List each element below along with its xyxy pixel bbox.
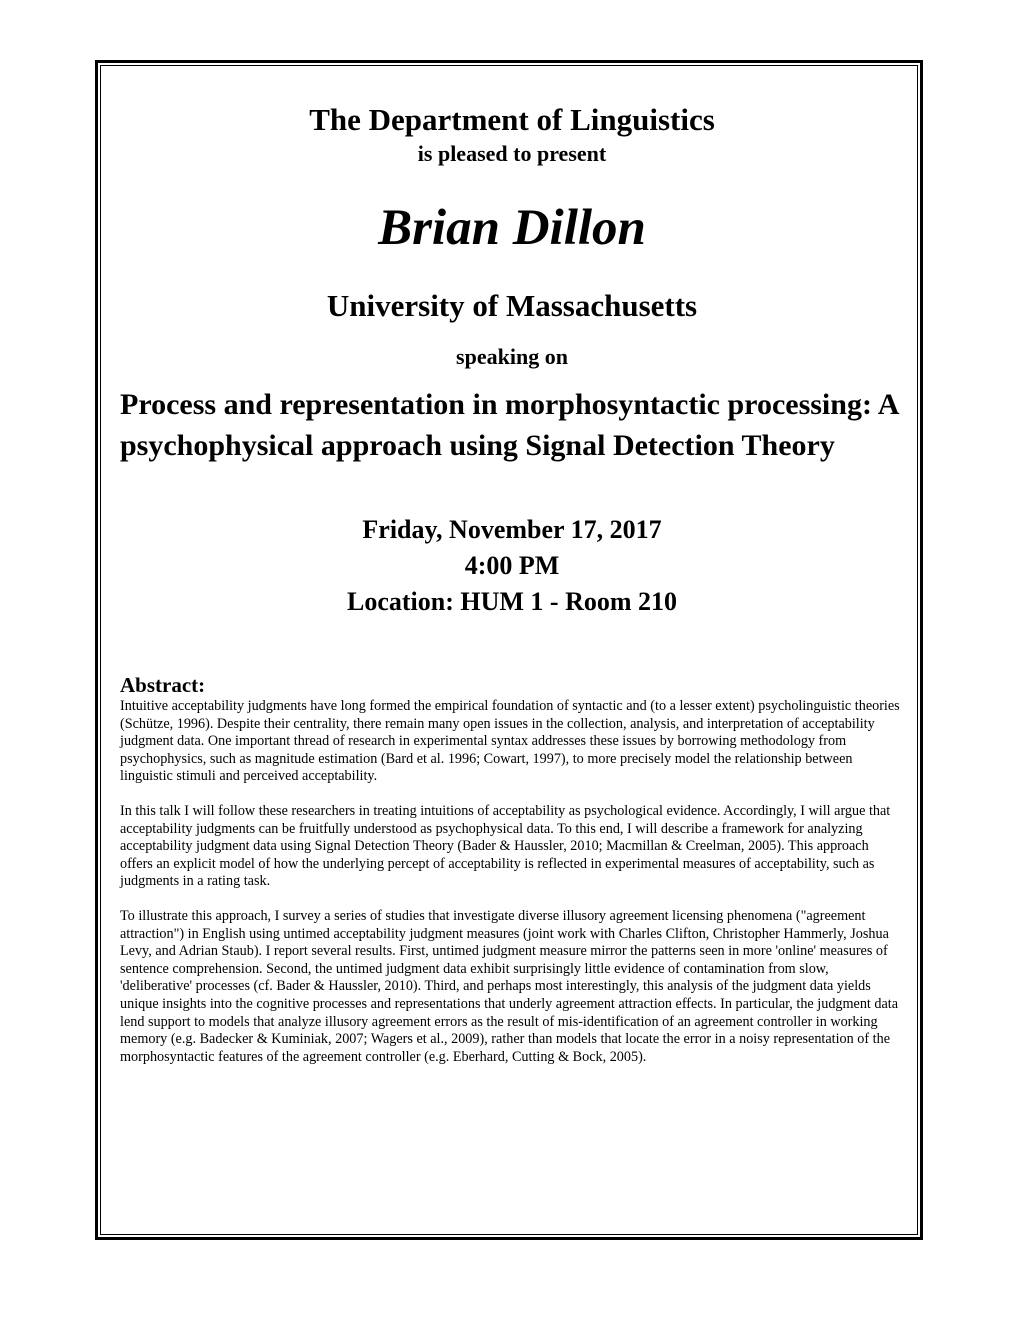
event-date: Friday, November 17, 2017 <box>362 515 662 544</box>
abstract-paragraph: In this talk I will follow these researchers in treating intuitions of acceptability as psychological evidence. Accordingly, I will argue that acceptability judgments can be fruitfully understood as psychophysical data. To this end, I will describe a framework for analyzing acceptability judgment data using Signal Detection Theory (Bader & Haussler, 2010; Macmillan & Creelman, 2005). This approach offers an explicit model of how the underlying percept of acceptability is reflected in experimental measures of acceptability, such as judgments in a rating task. <box>120 802 891 890</box>
speaker-affiliation: University of Massachusetts <box>326 288 698 323</box>
abstract-paragraph: To illustrate this approach, I survey a series of studies that investigate diverse illusory agreement licensing phenomena ("agreement attraction") in English using untimed acceptability judgment measures (joint work with Charles Clifton, Christopher Hammerly, Joshua Levy, and Adrian Staub). I report several results. First, untimed judgment measure mirror the patterns seen in more 'online' measures of sentence comprehension. Second, the untimed judgment data exhibit surprisingly little evidence of contamination from slow, 'deliberative' processes (cf. Bader & Haussler, 2010). Third, and perhaps most interestingly, this analysis of the judgment data yields unique insights into the cognitive processes and representations that underly agreement attraction effects. In particular, the judgment data lend support to models that analyze illusory agreement errors as the result of mis-identification of an agreement controller in working memory (e.g. Badecker & Kuminiak, 2007; Wagers et al., 2009), rather than models that locate the error in a noisy representation of the morphosyntactic features of the agreement controller (e.g. Eberhard, Cutting & Bock, 2005). <box>120 907 899 1065</box>
event-location: Location: HUM 1 - Room 210 <box>346 587 677 616</box>
event-time: 4:00 PM <box>464 551 560 580</box>
flyer-content <box>120 100 904 1066</box>
abstract-paragraph: Intuitive acceptability judgments have long formed the empirical foundation of syntactic and (to a lesser extent) psycholinguistic theories (Schütze, 1996). Despite their centrality, there remain many open issues in the collection, analysis, and interpretation of acceptability judgment data. One important thread of research in experimental syntax addresses these issues by borrowing methodology from psychophysics, such as magnitude estimation (Bard et al. 1996; Cowart, 1997), to more precisely model the relationship between linguistic stimuli and perceived acceptability. <box>120 698 900 785</box>
abstract-heading: Abstract: <box>120 673 206 697</box>
speaker-name: Brian Dillon <box>378 200 646 256</box>
speaking-on-line: speaking on <box>456 344 568 369</box>
event-details <box>120 512 904 620</box>
department-title: The Department of Linguistics <box>309 102 715 137</box>
talk-title: Process and representation in morphosyntactic processing: A psychophysical approach using Signal Detection Theory <box>120 388 898 462</box>
presents-line: is pleased to present <box>417 141 607 166</box>
